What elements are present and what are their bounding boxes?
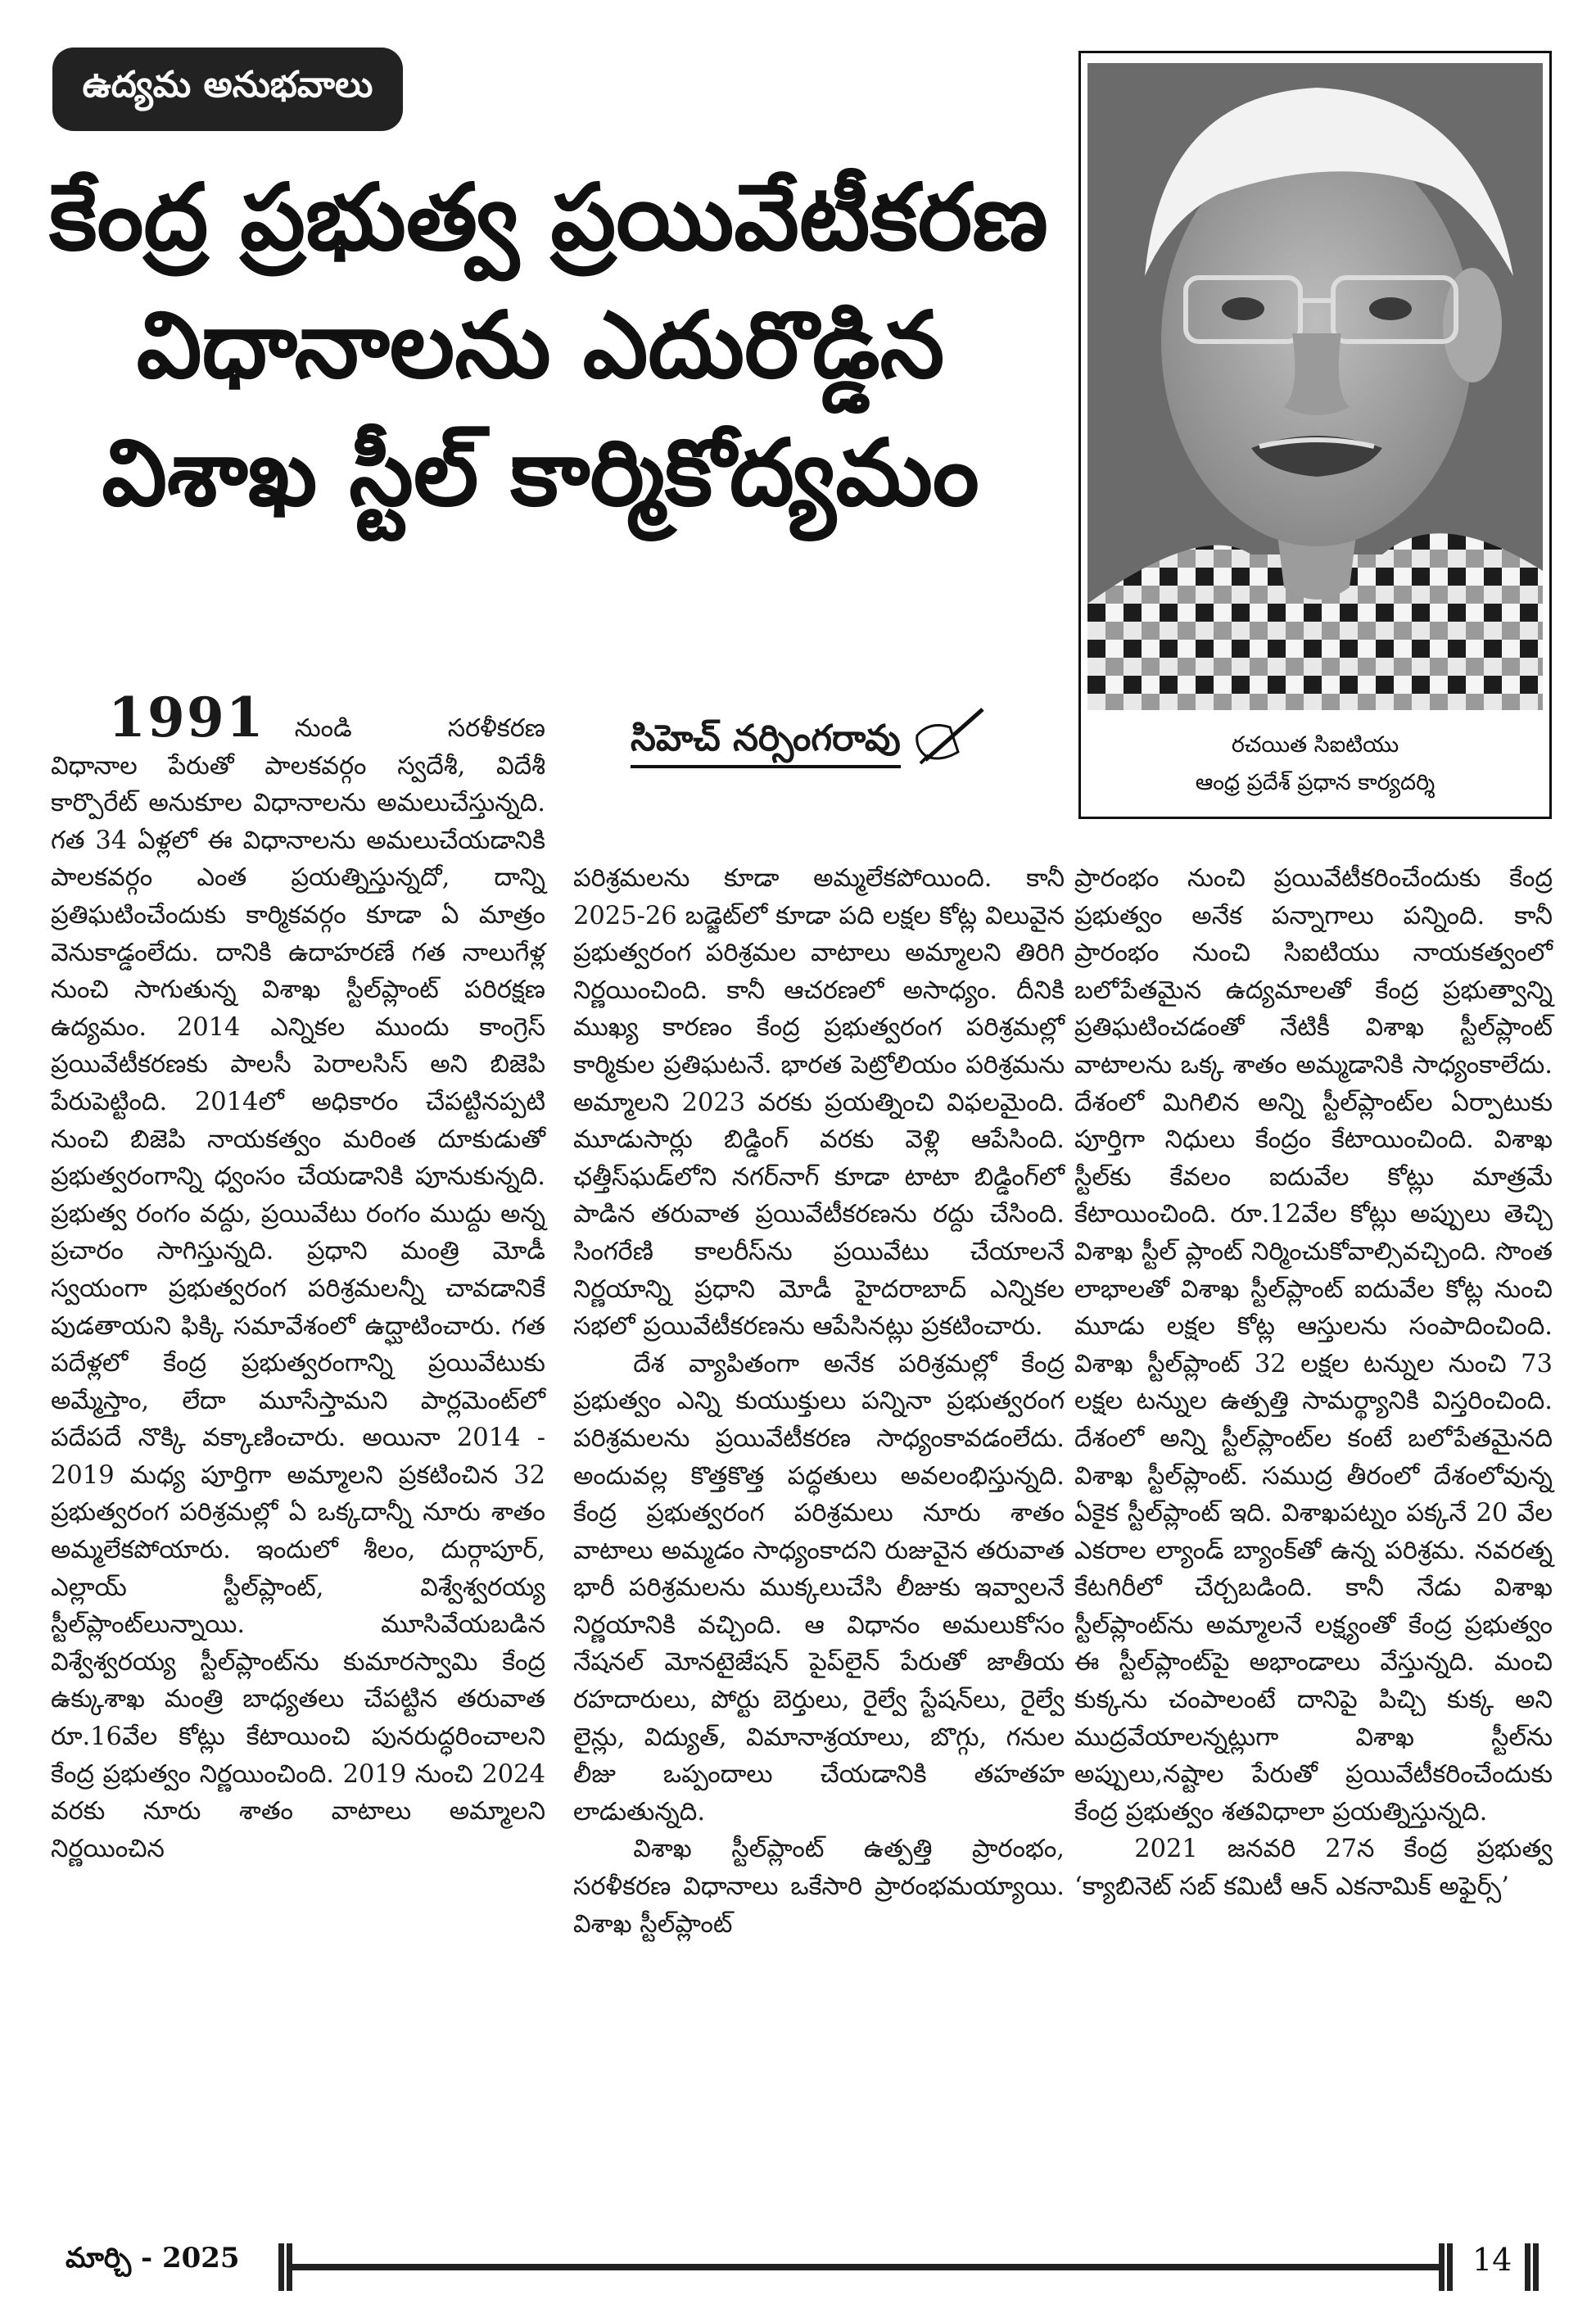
section-tag: ఉద్యమ అనుభవాలు: [52, 48, 403, 131]
article-column-2: [573, 860, 1065, 1943]
footer-bar-left-2: [287, 2243, 292, 2291]
footer-bar-end: [1525, 2243, 1530, 2291]
footer-bar-left: [278, 2243, 284, 2291]
photo-caption: [1081, 726, 1549, 802]
paragraph: విశాఖ స్టీల్‌ప్లాంట్ ఉత్పత్తి ప్రారంభం, సరళీకరణ విధానాలు ఒకేసారి ప్రారంభమయ్యాయి. విశాఖ స్టీల్‌ప్లాంట్: [573, 1835, 1065, 1939]
author-portrait-image: [1087, 63, 1543, 710]
page-number: 14: [1472, 2242, 1512, 2278]
footer-bar-right: [1439, 2243, 1445, 2291]
paragraph: 2021 జనవరి 27న కేంద్ర ప్రభుత్వ ‘క్యాబినెట్ సబ్ కమిటీ ఆన్ ఎకనామిక్ అఫైర్స్’: [1074, 1835, 1553, 1902]
author-photo: [1087, 63, 1543, 710]
paragraph: ప్రారంభం నుంచి ప్రయివేటీకరించేందుకు కేంద్ర ప్రభుత్వం అనేక పన్నాగాలు పన్నింది. కానీ ప్రారంభం నుంచి సిఐటియు నాయకత్వంలో బలోపేతమైన ఉద్యమాలతో కేంద్ర ప్రభుత్వాన్ని ప్రతిఘటించడంతో నేటికీ విశాఖ స్టీల్‌ప్లాంట్ వాటాలను ఒక్క శాతం అమ్మడానికి సాధ్యంకాలేదు. దేశంలో మిగిలిన అన్ని స్టీల్‌ప్లాంట్‌ల ఏర్పాటుకు పూర్తిగా నిధులు కేంద్రం కేటాయించింది. విశాఖ స్టీల్‌కు కేవలం ఐదువేల కోట్లు మాత్రమే కేటాయించింది. రూ.12వేల కోట్లు అప్పులు తెచ్చి విశాఖ స్టీల్ ప్లాంట్ నిర్మించుకోవాల్సివచ్చింది. సొంత లాభాలతో విశాఖ స్టీల్‌ప్లాంట్ ఐదువేల కోట్ల నుంచి మూడు లక్షల కోట్ల ఆస్తులను సంపాదించింది. విశాఖ స్టీల్‌ప్లాంట్ 32 లక్షల టన్నుల నుంచి 73 లక్షల టన్నుల ఉత్పత్తి సామర్థ్యానికి విస్తరించింది. దేశంలో అన్ని స్టీల్‌ప్లాంట్‌ల కంటే బలోపేతమైనది విశాఖ స్టీల్‌ప్లాంట్. సముద్ర తీరంలో దేశంలోవున్న ఏకైక స్టీల్‌ప్లాంట్ ఇది. విశాఖపట్నం పక్కనే 20 వేల ఎకరాల ల్యాండ్ బ్యాంక్‌తో ఉన్న పరిశ్రమ. నవరత్న కేటగిరీలో చేర్చబడింది. కానీ నేడు విశాఖ స్టీల్‌ప్లాంట్‌ను అమ్మాలనే లక్ష్యంతో కేంద్ర ప్రభుత్వం ఈ స్టీల్‌ప్లాంట్‌పై అభాండాలు వేస్తున్నది. మంచి కుక్కను చంపాలంటే దానిపై పిచ్చి కుక్క అని ముద్రవేయాలన్నట్లుగా విశాఖ స్టీల్‌ను అప్పులు,నష్టాల పేరుతో ప్రయివేటీకరించేందుకు కేంద్ర ప్రభుత్వం శతవిధాలా ప్రయత్నిస్తున్నది.: [1074, 864, 1553, 1826]
caption-line-2: ఆంధ్ర ప్రదేశ్ ప్రధాన కార్యదర్శి: [1195, 770, 1435, 795]
paragraph: పరిశ్రమలను కూడా అమ్మలేకపోయింది. కానీ 2025-26 బడ్జెట్‌లో కూడా పది లక్షల కోట్ల విలువైన ప్రభుత్వరంగ పరిశ్రమల వాటాలు అమ్మాలని తిరిగి నిర్ణయించింది. కానీ ఆచరణలో అసాధ్యం. దీనికి ముఖ్య కారణం కేంద్ర ప్రభుత్వరంగ పరిశ్రమల్లో కార్మికుల ప్రతిఘటనే. భారత పెట్రోలియం పరిశ్రమను అమ్మాలని 2023 వరకు ప్రయత్నించి విఫలమైంది. మూడుసార్లు బిడ్డింగ్ వరకు వెళ్లి ఆపేసింది. ఛత్తీస్‌ఘడ్‌లోని నగర్‌నాగ్ కూడా టాటా బిడ్డింగ్‌లో పాడిన తరువాత ప్రయివేటీకరణను రద్దు చేసింది. సింగరేణి కాలరీస్‌ను ప్రయివేటు చేయాలనే నిర్ణయాన్ని ప్రధాని మోడీ హైదరాబాద్ ఎన్నికల సభలో ప్రయివేటీకరణను ఆపేసినట్లు ప్రకటించారు.: [573, 864, 1065, 1342]
issue-month: మార్చి - 2025: [66, 2242, 240, 2274]
paragraph: [51, 686, 545, 1867]
article-column-3: [1074, 860, 1553, 1906]
headline-line-2: విధానాలను ఎదురొడ్డిన: [136, 292, 945, 399]
footer-rule: [292, 2264, 1439, 2270]
pen-writing-icon: [901, 703, 991, 768]
caption-line-1: రచయిత సిఐటియు: [1231, 732, 1399, 758]
author-name: సిహెచ్ నర్సింగరావు: [631, 714, 901, 768]
lead-text: నుండి సరళీకరణ విధానాల పేరుతో పాలకవర్గం స్వదేశీ, విదేశీ కార్పొరేట్ అనుకూల విధానాలను అమలుచేస్తున్నది. గత 34 ఏళ్లలో ఈ విధానాలను అమలుచేయడానికి పాలకవర్గం ఎంత ప్రయత్నిస్తున్నదో, దాన్ని ప్రతిఘటించేందుకు కార్మికవర్గం కూడా ఏ మాత్రం వెనుకాడ్డంలేదు. దానికి ఉదాహరణే గత నాలుగేళ్ల నుంచి సాగుతున్న విశాఖ స్టీల్‌ప్లాంట్ పరిరక్షణ ఉద్యమం. 2014 ఎన్నికల ముందు కాంగ్రెస్ ప్రయివేటీకరణకు పాలసీ పెరాలసిస్ అని బిజెపి పేరుపెట్టింది. 2014లో అధికారం చేపట్టినప్పటి నుంచి బిజెపి నాయకత్వం మరింత దూకుడుతో ప్రభుత్వరంగాన్ని ధ్వంసం చేయడానికి పూనుకున్నది. ప్రభుత్వ రంగం వద్దు, ప్రయివేటు రంగం ముద్దు అన్న ప్రచారం సాగిస్తున్నది. ప్రధాని మంత్రి మోడీ స్వయంగా ప్రభుత్వరంగ పరిశ్రమలన్నీ చావడానికే పుడతాయని ఫిక్కి సమావేశంలో ఉద్ఘాటించారు. గత పదేళ్లలో కేంద్ర ప్రభుత్వరంగాన్ని ప్రయివేటుకు అమ్మేస్తాం, లేదా మూసేస్తామని పార్లమెంట్‌లో పదేపదే నొక్కి వక్కాణించారు. అయినా 2014 - 2019 మధ్య పూర్తిగా అమ్మాలని ప్రకటించిన 32 ప్రభుత్వరంగ పరిశ్రమల్లో ఏ ఒక్కదాన్నీ నూరు శాతం అమ్మలేకపోయారు. ఇందులో శీలం, దుర్గాపూర్, ఎల్లాయ్ స్టీల్‌ప్లాంట్, విశ్వేశ్వరయ్య స్టీల్‌ప్లాంట్‌లున్నాయి. మూసివేయబడిన విశ్వేశ్వరయ్య స్టీల్‌ప్లాంట్‌ను కుమారస్వామి కేంద్ర ఉక్కుశాఖ మంత్రి బాధ్యతలు చేపట్టిన తరువాత రూ.16వేల కోట్లు కేటాయించి పునరుద్ధరించాలని కేంద్ర ప్రభుత్వం నిర్ణయించింది. 2019 నుంచి 2024 వరకు నూరు శాతం వాటాలు అమ్మాలని నిర్ణయించిన: [51, 714, 545, 1863]
footer-bar-end-2: [1533, 2243, 1539, 2291]
headline-line-3: విశాఖ స్టీల్ కార్మికోద్యమం: [102, 420, 979, 527]
footer-bar-right-2: [1447, 2243, 1453, 2291]
headline: [49, 154, 1048, 537]
byline: [631, 703, 991, 768]
lead-year: 1991: [108, 686, 265, 749]
author-photo-box: [1078, 51, 1552, 819]
paragraph: దేశ వ్యాపితంగా అనేక పరిశ్రమల్లో కేంద్ర ప్రభుత్వం ఎన్ని కుయుక్తులు పన్నినా ప్రభుత్వరంగ పరిశ్రమలను ప్రయివేటీకరణ సాధ్యంకావడంలేదు. అందువల్ల కొత్తకొత్త పద్ధతులు అవలంభిస్తున్నది. కేంద్ర ప్రభుత్వరంగ పరిశ్రమలు నూరు శాతం వాటాలు అమ్మడం సాధ్యంకాదని రుజువైన తరువాత భారీ పరిశ్రమలను ముక్కలుచేసి లీజుకు ఇవ్వాలనే నిర్ణయానికి వచ్చింది. ఆ విధానం అమలుకోసం నేషనల్ మోనటైజేషన్ పైప్‌లైన్ పేరుతో జాతీయ రహదారులు, పోర్టు బెర్తులు, రైల్వే స్టేషన్‌లు, రైల్వే లైన్లు, విద్యుత్, విమానాశ్రయాలు, బొగ్గు, గనుల లీజు ఒప్పందాలు చేయడానికి తహతహ లాడుతున్నది.: [573, 1349, 1065, 1826]
article-column-1: [51, 686, 545, 1867]
headline-line-1: కేంద్ర ప్రభుత్వ ప్రయివేటీకరణ: [49, 165, 1048, 271]
